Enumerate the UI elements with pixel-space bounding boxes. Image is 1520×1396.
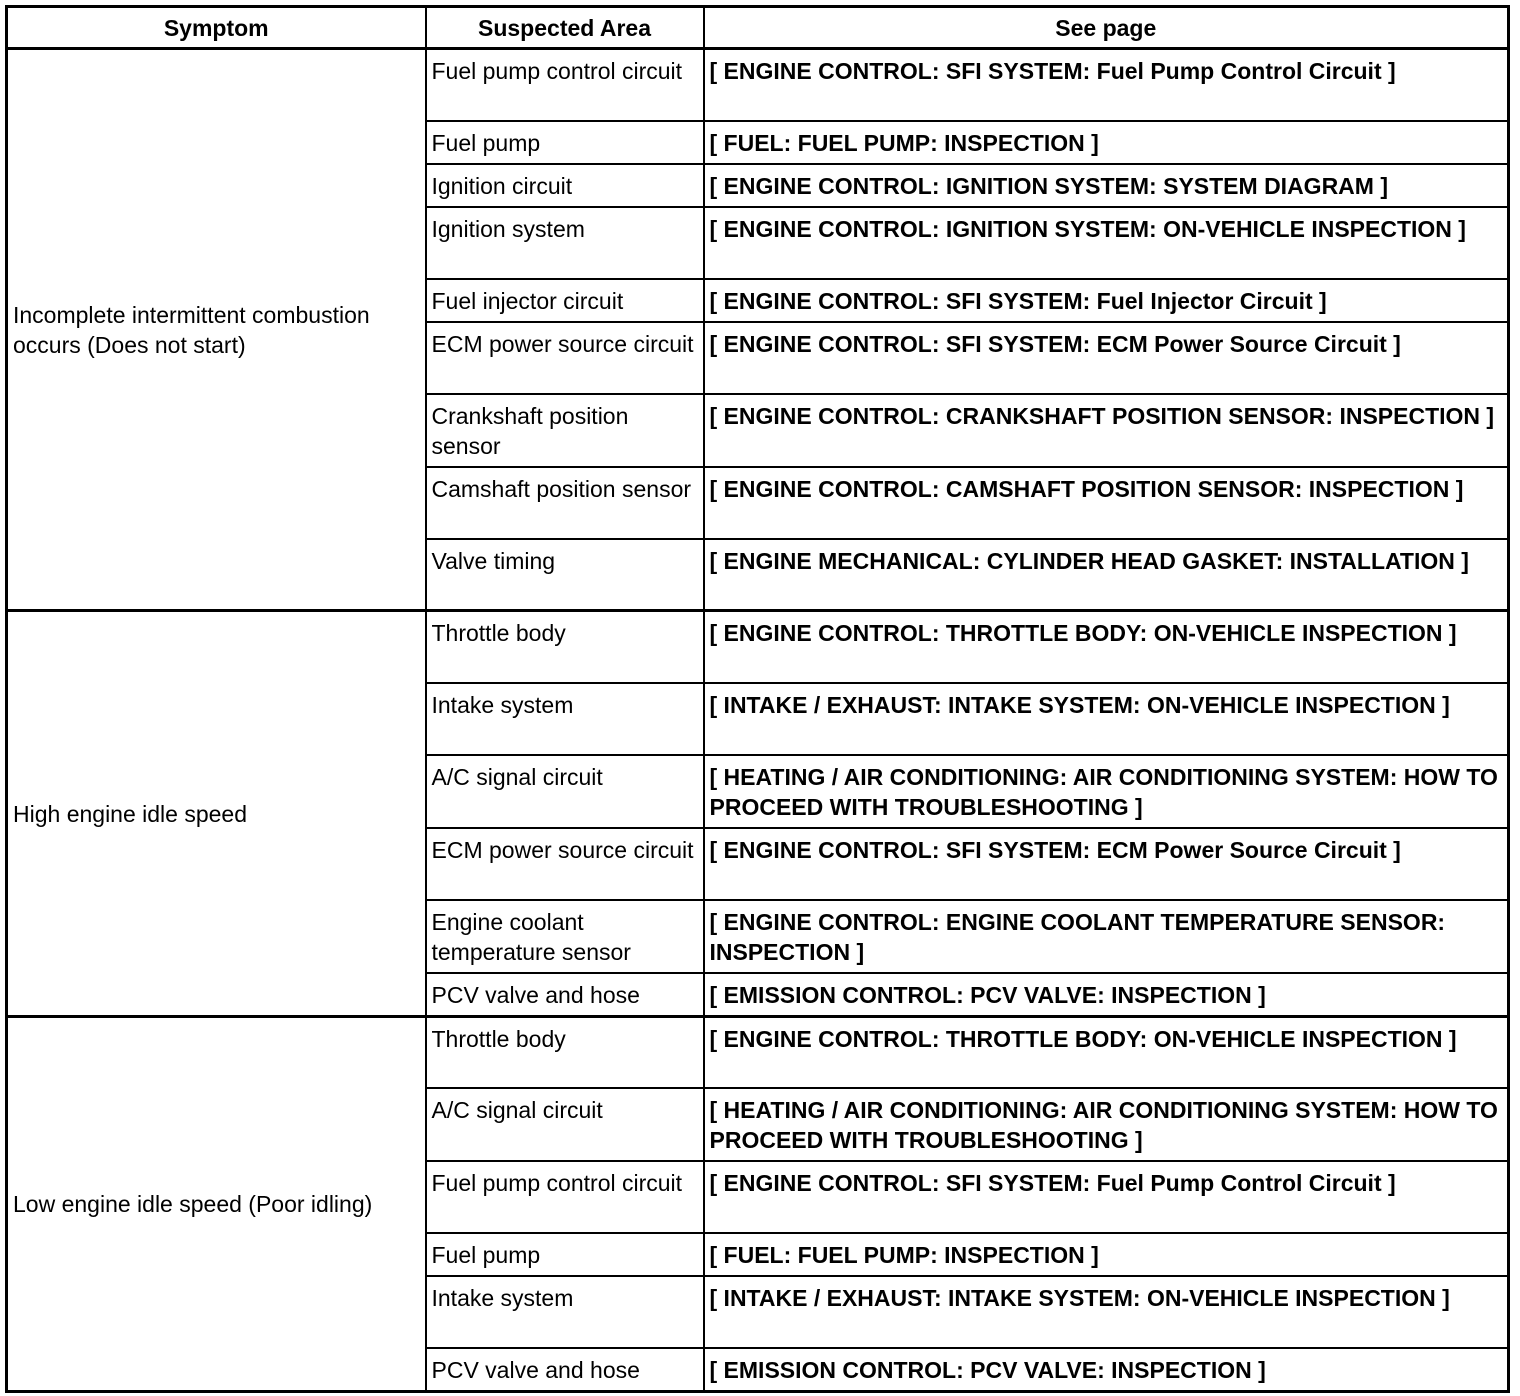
see-page-cell: [ FUEL: FUEL PUMP: INSPECTION ]: [704, 1233, 1509, 1276]
troubleshooting-table-container: [5, 5, 1510, 1393]
see-page-cell: [ ENGINE CONTROL: SFI SYSTEM: ECM Power Source Circuit ]: [704, 322, 1509, 394]
see-page-cell: [ INTAKE / EXHAUST: INTAKE SYSTEM: ON-VEHICLE INSPECTION ]: [704, 1276, 1509, 1348]
see-page-cell: [ ENGINE CONTROL: IGNITION SYSTEM: SYSTEM DIAGRAM ]: [704, 164, 1509, 207]
see-page-cell: [ EMISSION CONTROL: PCV VALVE: INSPECTION ]: [704, 973, 1509, 1017]
suspected-area-cell: Valve timing: [426, 539, 704, 611]
suspected-area-cell: Fuel pump control circuit: [426, 49, 704, 121]
see-page-cell: [ ENGINE CONTROL: ENGINE COOLANT TEMPERATURE SENSOR: INSPECTION ]: [704, 900, 1509, 973]
see-page-cell: [ INTAKE / EXHAUST: INTAKE SYSTEM: ON-VEHICLE INSPECTION ]: [704, 683, 1509, 755]
see-page-cell: [ ENGINE CONTROL: CAMSHAFT POSITION SENSOR: INSPECTION ]: [704, 467, 1509, 539]
see-page-cell: [ HEATING / AIR CONDITIONING: AIR CONDITIONING SYSTEM: HOW TO PROCEED WITH TROUBLESHOOTING ]: [704, 755, 1509, 828]
table-row: [7, 49, 1509, 121]
see-page-cell: [ ENGINE CONTROL: SFI SYSTEM: Fuel Pump Control Circuit ]: [704, 1161, 1509, 1233]
suspected-area-cell: ECM power source circuit: [426, 828, 704, 900]
symptom-cell: Incomplete intermittent combustion occurs (Does not start): [7, 49, 426, 611]
see-page-cell: [ ENGINE CONTROL: CRANKSHAFT POSITION SENSOR: INSPECTION ]: [704, 394, 1509, 467]
see-page-cell: [ HEATING / AIR CONDITIONING: AIR CONDITIONING SYSTEM: HOW TO PROCEED WITH TROUBLESHOOTING ]: [704, 1088, 1509, 1161]
suspected-area-cell: Crankshaft position sensor: [426, 394, 704, 467]
suspected-area-cell: Fuel pump control circuit: [426, 1161, 704, 1233]
see-page-cell: [ ENGINE CONTROL: THROTTLE BODY: ON-VEHICLE INSPECTION ]: [704, 611, 1509, 683]
symptom-group: [7, 611, 1509, 1017]
suspected-area-cell: Engine coolant temperature sensor: [426, 900, 704, 973]
suspected-area-cell: Fuel pump: [426, 1233, 704, 1276]
suspected-area-cell: A/C signal circuit: [426, 1088, 704, 1161]
suspected-area-cell: Fuel pump: [426, 121, 704, 164]
header-symptom: Symptom: [7, 7, 426, 49]
table-row: [7, 611, 1509, 683]
table-header-row: [7, 7, 1509, 49]
see-page-cell: [ ENGINE MECHANICAL: CYLINDER HEAD GASKET: INSTALLATION ]: [704, 539, 1509, 611]
troubleshooting-table: [5, 5, 1510, 1393]
see-page-cell: [ ENGINE CONTROL: SFI SYSTEM: Fuel Injector Circuit ]: [704, 279, 1509, 322]
suspected-area-cell: PCV valve and hose: [426, 973, 704, 1017]
suspected-area-cell: Throttle body: [426, 611, 704, 683]
suspected-area-cell: PCV valve and hose: [426, 1348, 704, 1392]
see-page-cell: [ ENGINE CONTROL: THROTTLE BODY: ON-VEHICLE INSPECTION ]: [704, 1016, 1509, 1088]
suspected-area-cell: Ignition circuit: [426, 164, 704, 207]
suspected-area-cell: Fuel injector circuit: [426, 279, 704, 322]
see-page-cell: [ ENGINE CONTROL: IGNITION SYSTEM: ON-VEHICLE INSPECTION ]: [704, 207, 1509, 279]
header-see-page: See page: [704, 7, 1509, 49]
suspected-area-cell: Intake system: [426, 683, 704, 755]
see-page-cell: [ FUEL: FUEL PUMP: INSPECTION ]: [704, 121, 1509, 164]
suspected-area-cell: A/C signal circuit: [426, 755, 704, 828]
see-page-cell: [ EMISSION CONTROL: PCV VALVE: INSPECTION ]: [704, 1348, 1509, 1392]
suspected-area-cell: ECM power source circuit: [426, 322, 704, 394]
suspected-area-cell: Ignition system: [426, 207, 704, 279]
suspected-area-cell: Throttle body: [426, 1016, 704, 1088]
symptom-group: [7, 1016, 1509, 1392]
symptom-cell: Low engine idle speed (Poor idling): [7, 1016, 426, 1392]
suspected-area-cell: Camshaft position sensor: [426, 467, 704, 539]
see-page-cell: [ ENGINE CONTROL: SFI SYSTEM: ECM Power Source Circuit ]: [704, 828, 1509, 900]
see-page-cell: [ ENGINE CONTROL: SFI SYSTEM: Fuel Pump Control Circuit ]: [704, 49, 1509, 121]
suspected-area-cell: Intake system: [426, 1276, 704, 1348]
symptom-group: [7, 49, 1509, 611]
header-suspected-area: Suspected Area: [426, 7, 704, 49]
symptom-cell: High engine idle speed: [7, 611, 426, 1017]
table-row: [7, 1016, 1509, 1088]
